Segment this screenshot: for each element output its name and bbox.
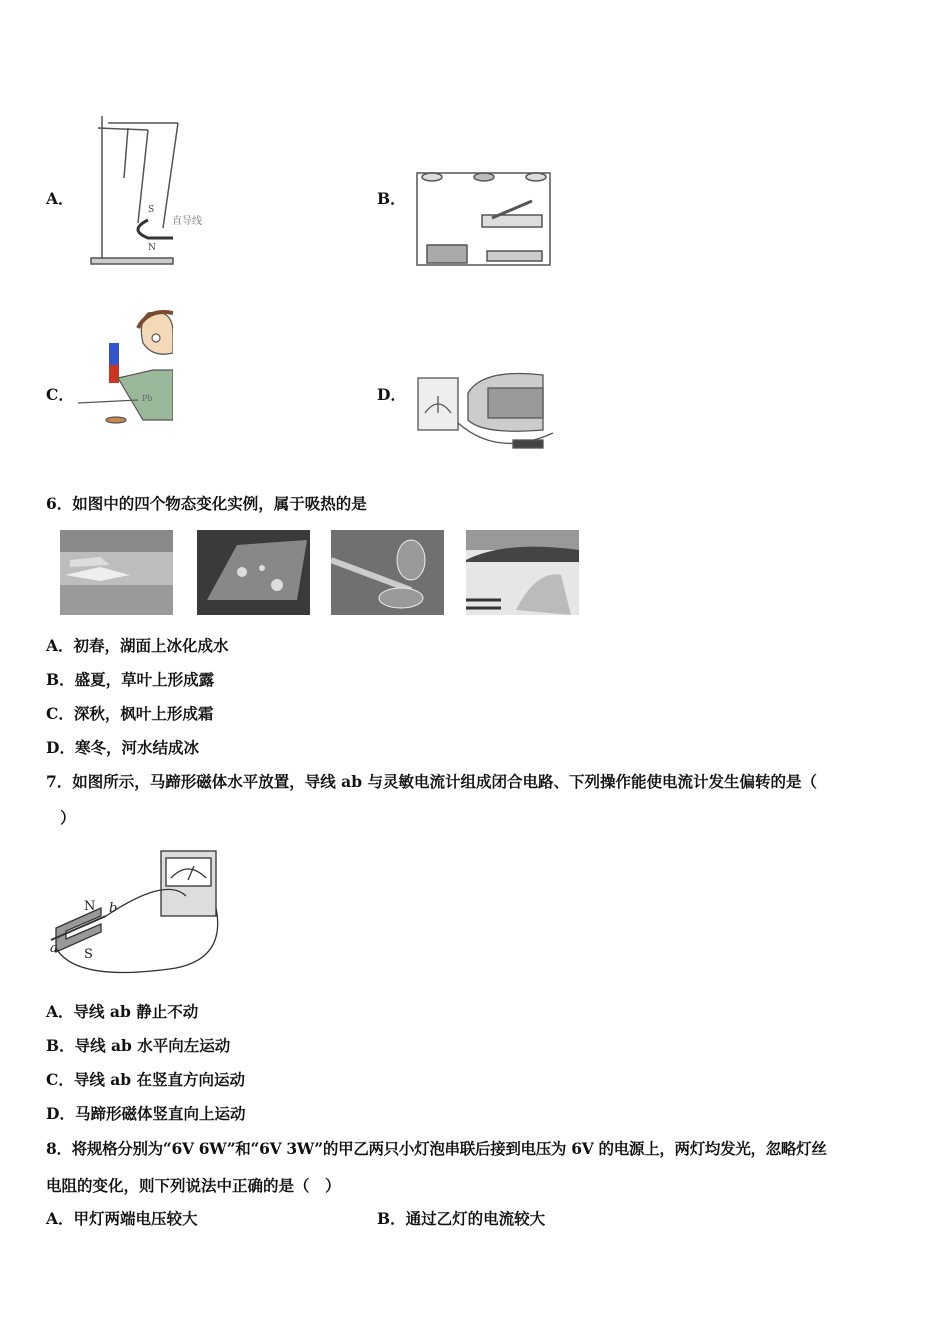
question-6-text: 6．如图中的四个物态变化实例，属于吸热的是 — [46, 494, 367, 513]
photo-frost-on-leaf — [331, 530, 444, 615]
question-8-text-cont: 电阻的变化，则下列说法中正确的是（ ） — [46, 1176, 341, 1195]
photo-dew-on-leaf — [197, 530, 310, 615]
fig-a-n-label: N — [148, 243, 156, 253]
figure-option-a-apparatus — [88, 108, 218, 268]
figure-option-d-galvanometer — [413, 368, 558, 458]
fig-q7-n-label: N — [84, 899, 96, 914]
fig-q7-a-label: a — [50, 941, 58, 956]
photo-ice-melting — [60, 530, 173, 615]
figure-q7-magnet-circuit — [46, 848, 224, 978]
fig-a-wire-label: 直导线 — [172, 216, 202, 227]
photo-frozen-river — [466, 530, 579, 615]
option-a-label: A． — [46, 189, 74, 208]
question-8-text: 8．将规格分别为“6V 6W”和“6V 3W”的甲乙两只小灯泡串联后接到电压为 6V 的电源上，两灯均发光，忽略灯丝 — [46, 1139, 827, 1158]
question-7-text-end: ） — [60, 808, 76, 827]
q6-option-b: B．盛夏，草叶上形成露 — [46, 670, 215, 689]
q8-option-a: A．甲灯两端电压较大 — [46, 1209, 198, 1228]
q6-option-a: A．初春，湖面上冰化成水 — [46, 636, 229, 655]
option-d-label: D． — [377, 385, 406, 404]
fig-q7-b-label: b — [109, 901, 118, 916]
question-7-text: 7．如图所示，马蹄形磁体水平放置，导线 ab 与灵敏电流计组成闭合电路、下列操作能使电流计发生偏转的是（ — [46, 772, 817, 791]
q6-option-d: D．寒冬，河水结成冰 — [46, 738, 199, 757]
q8-option-b: B．通过乙灯的电流较大 — [377, 1209, 546, 1228]
figure-option-b-circuit — [412, 163, 554, 273]
q7-option-b: B．导线 ab 水平向左运动 — [46, 1036, 231, 1055]
q7-option-d: D．马蹄形磁体竖直向上运动 — [46, 1104, 246, 1123]
q7-option-a: A．导线 ab 静止不动 — [46, 1002, 199, 1021]
figure-option-c-cartoon — [78, 308, 173, 428]
option-b-label: B． — [377, 189, 406, 208]
option-c-label: C． — [46, 385, 74, 404]
q6-option-c: C．深秋，枫叶上形成霜 — [46, 704, 214, 723]
q7-option-c: C．导线 ab 在竖直方向运动 — [46, 1070, 246, 1089]
fig-c-pb-label: Pb — [142, 394, 153, 403]
fig-a-s-label: S — [148, 205, 155, 215]
fig-q7-s-label: S — [84, 947, 93, 962]
